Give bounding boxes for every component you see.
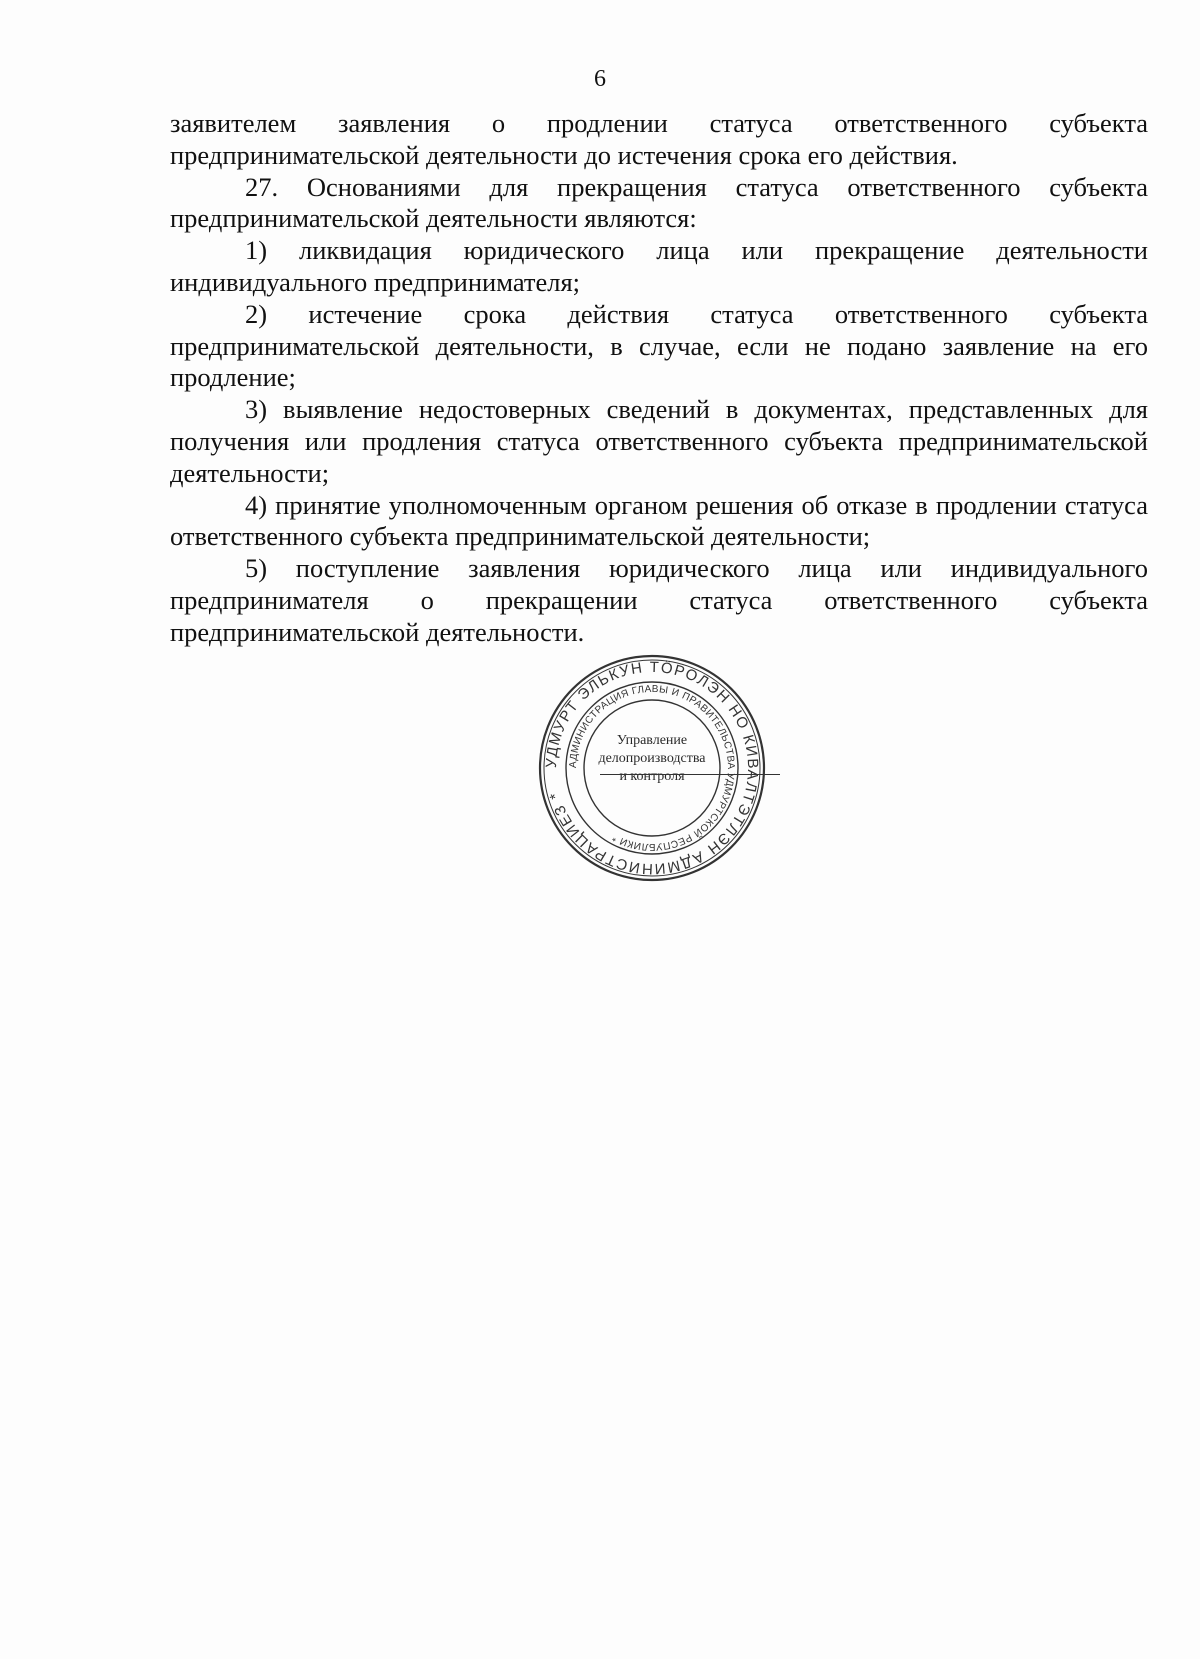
seal-center-line-3: и контроля xyxy=(619,769,685,784)
list-item-5: 5) поступление заявления юридического лица или индивидуального предпринимателя о прекращении статуса ответственного субъекта предпринимательской деятельности. xyxy=(170,553,1148,647)
seal-inner-text: АДМИНИСТРАЦИЯ ГЛАВЫ И ПРАВИТЕЛЬСТВА УДМУРТСКОЙ РЕСПУБЛИКИ * xyxy=(567,683,737,853)
list-item-3: 3) выявление недостоверных сведений в документах, представленных для получения или продления статуса ответственного субъекта предпринимательской деятельности; xyxy=(170,394,1148,488)
list-item-2: 2) истечение срока действия статуса ответственного субъекта предпринимательской деятельности, в случае, если не подано заявление на его продление; xyxy=(170,298,1148,393)
seal-outer-text: УДМУРТ ЭЛЬКУН ТӦРОЛЭН НО КИВАЛТЭТЛЭН АДМИНИСТРАЦИЕЗ * xyxy=(542,658,762,878)
paragraph-continuation: заявителем заявления о продлении статуса ответственного субъекта предпринимательской деятельности до истечения срока его действия. xyxy=(170,108,1148,170)
signature-line xyxy=(600,774,780,775)
list-item-1: 1) ликвидация юридического лица или прекращение деятельности индивидуального предпринимателя; xyxy=(170,235,1148,297)
page-number: 6 xyxy=(594,66,606,92)
list-item-4: 4) принятие уполномоченным органом решения об отказе в продлении статуса ответственного субъекта предпринимательской деятельности; xyxy=(170,489,1148,552)
paragraph-27: 27. Основаниями для прекращения статуса ответственного субъекта предпринимательской деятельности являются: xyxy=(170,171,1148,234)
body-text xyxy=(170,108,1148,649)
seal-center-line-2: делопроизводства xyxy=(598,751,706,766)
seal-center-text xyxy=(590,732,714,786)
seal-center-line-1: Управление xyxy=(616,733,688,748)
